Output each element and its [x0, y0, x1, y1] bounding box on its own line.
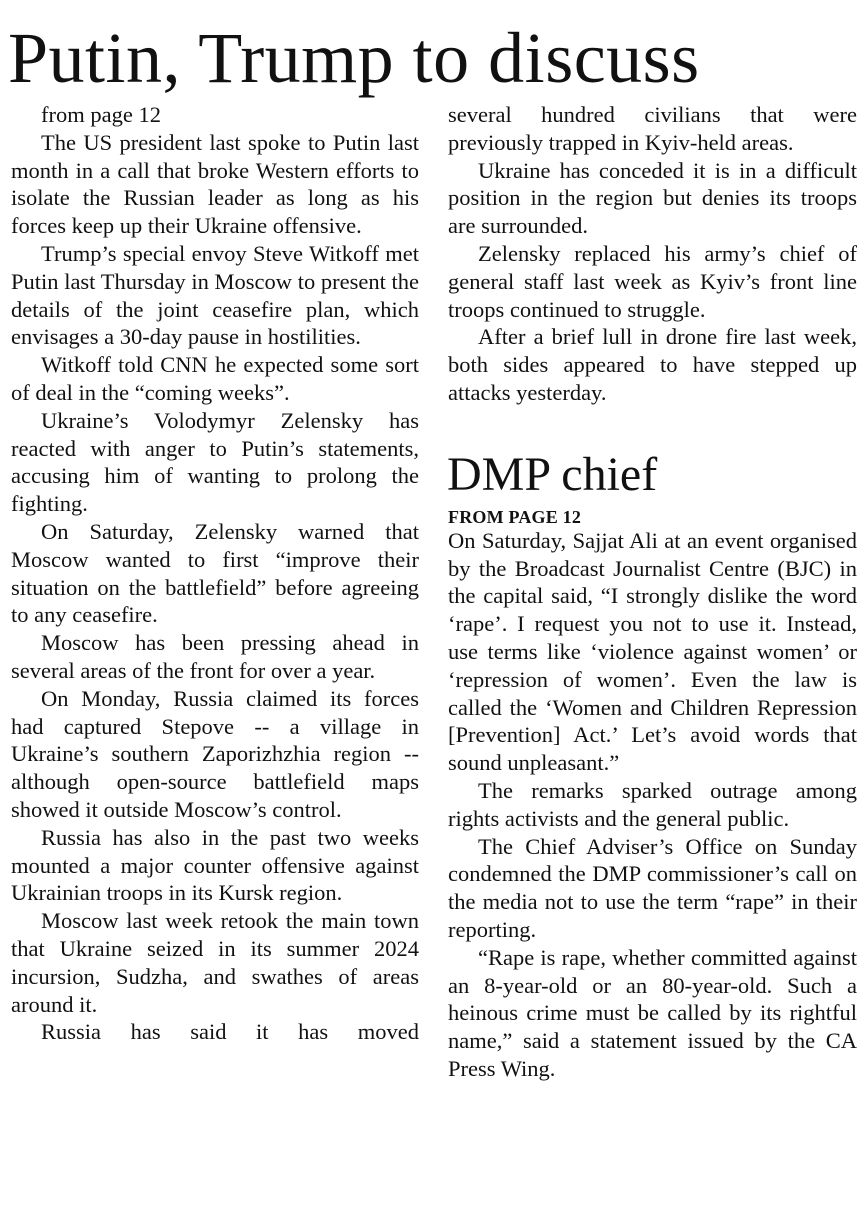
second-story-jump-line: FROM PAGE 12 [448, 506, 582, 527]
article-paragraph: The US president last spoke to Putin last month in a call that broke Western efforts to isolate the Russian leader as long as his forces keep up their Ukraine offensive. [11, 129, 419, 239]
main-headline: Putin, Trump to discuss [8, 18, 700, 98]
second-story-lead: On Saturday, Sajjat Ali at an event organised by the Broadcast Journalist Centre (BJC) in the capital said, “I strongly dislike the word ‘rape’. I request you not to use it. Instead, use terms like ‘violence against women’ or ‘repression of women’. Even the law is called the ‘Women and Children Repression [Prevention] Act.’ Let’s avoid words that sound unpleasant.” [448, 527, 857, 776]
article-paragraph: On Saturday, Zelensky warned that Moscow wanted to first “improve their situation on the battlefield” before agreeing to any ceasefire. [11, 518, 419, 628]
article-paragraph: Moscow has been pressing ahead in several areas of the front for over a year. [11, 630, 419, 683]
article-paragraph: Russia has also in the past two weeks mounted a major counter offensive against Ukrainian troops in its Kursk region. [11, 824, 419, 906]
article-paragraph: Witkoff told CNN he expected some sort of deal in the “coming weeks”. [11, 352, 419, 405]
article-paragraph: The Chief Adviser’s Office on Sunday condemned the DMP commissioner’s call on the media not to use the term “rape” in their reporting. [448, 833, 857, 942]
article-paragraph: On Monday, Russia claimed its forces had captured Stepove -- a village in Ukraine’s southern Zaporizhzhia region -- although open-source battlefield maps showed it outside Moscow’s control. [11, 685, 419, 822]
article-paragraph: Trump’s special envoy Steve Witkoff met Putin last Thursday in Moscow to present the details of the joint ceasefire plan, which envisages a 30-day pause in hostilities. [11, 240, 419, 350]
article-continuation: several hundred civilians that were previously trapped in Kyiv-held areas. [448, 102, 857, 155]
article-paragraph: Zelensky replaced his army’s chief of general staff last week as Kyiv’s front line troops continued to struggle. [448, 240, 857, 322]
second-story-headline: DMP chief [447, 447, 658, 501]
right-column [448, 101, 857, 1083]
left-column [11, 101, 419, 1046]
article-paragraph: After a brief lull in drone fire last week, both sides appeared to have stepped up attacks yesterday. [448, 324, 857, 405]
article-paragraph: Ukraine’s Volodymyr Zelensky has reacted with anger to Putin’s statements, accusing him of wanting to prolong the fighting. [11, 407, 419, 517]
article-paragraph: “Rape is rape, whether committed against an 8-year-old or an 80-year-old. Such a heinous crime must be called by its rightful name,” said a statement issued by the CA Press Wing. [448, 944, 857, 1081]
article-paragraph: Moscow last week retook the main town that Ukraine seized in its summer 2024 incursion, Sudzha, and swathes of areas around it. [11, 908, 419, 1017]
article-paragraph: Russia has said it has moved [41, 1019, 419, 1045]
article-paragraph: Ukraine has conceded it is in a difficult position in the region but denies its troops are surrounded. [448, 157, 857, 239]
jump-line: from page 12 [41, 102, 161, 127]
article-paragraph: The remarks sparked outrage among rights activists and the general public. [448, 777, 857, 831]
